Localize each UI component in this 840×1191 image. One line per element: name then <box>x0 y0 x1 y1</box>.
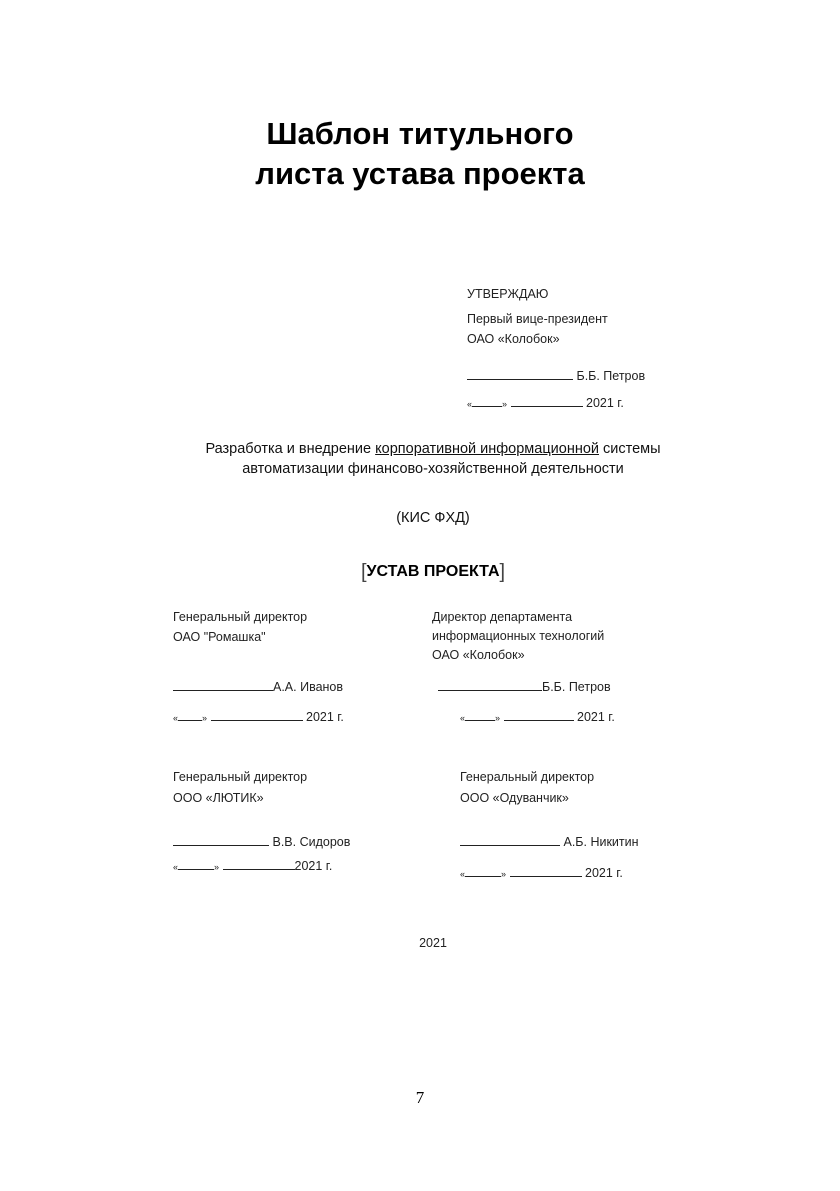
approval-year: 2021 г. <box>586 396 624 410</box>
project-title-prefix: Разработка и внедрение <box>205 441 376 457</box>
signatory-4-org: ООО «Одуванчик» <box>460 791 569 805</box>
quote-open: « <box>460 869 466 879</box>
signatory-3-name: В.В. Сидоров <box>272 835 351 849</box>
signatory-2-signature-row <box>438 678 611 694</box>
project-title-line-2: автоматизации финансово-хозяйственной деятельности <box>242 461 624 477</box>
day-line <box>178 708 202 721</box>
project-title-line-1 <box>0 441 840 457</box>
page-number: 7 <box>415 1088 425 1107</box>
signatory-4-signature-row <box>460 833 639 849</box>
quote-open: « <box>173 713 179 723</box>
document-year: 2021 <box>419 936 447 950</box>
bracket-open: [ <box>360 561 367 583</box>
quote-close: » <box>502 399 508 409</box>
page-title-line-2: листа устава проекта <box>255 156 585 191</box>
approval-date-row <box>467 394 624 410</box>
page-title-line-1: Шаблон титульного <box>266 116 574 151</box>
day-line <box>465 708 495 721</box>
signatory-1-name: А.А. Иванов <box>273 680 344 694</box>
signatory-3-signature-row <box>173 833 350 849</box>
signatory-1-signature-row <box>173 678 343 694</box>
month-line <box>211 708 303 721</box>
project-abbreviation: (КИС ФХД) <box>396 510 470 526</box>
document-type <box>0 559 840 582</box>
quote-close: » <box>495 713 501 723</box>
project-title-underlined: корпоративной информационной <box>375 441 599 457</box>
quote-close: » <box>214 862 220 872</box>
quote-close: » <box>501 869 507 879</box>
approval-position: Первый вице-президент <box>467 312 608 326</box>
approval-signature-row <box>467 367 645 383</box>
signatory-1-position: Генеральный директор <box>173 610 308 624</box>
approval-org: ОАО «Колобок» <box>467 332 560 346</box>
signatory-4-year: 2021 г. <box>585 866 623 880</box>
signatory-2-date-row <box>460 708 615 724</box>
quote-close: » <box>202 713 208 723</box>
signatory-3-position: Генеральный директор <box>173 770 308 784</box>
signatory-2-position: Директор департамента <box>432 610 573 624</box>
month-line <box>511 394 583 407</box>
signatory-2-name: Б.Б. Петров <box>542 680 611 694</box>
signatory-2-position-2: информационных технологий <box>432 629 605 643</box>
signature-line <box>467 367 573 380</box>
signatory-3-year: 2021 г. <box>294 859 333 873</box>
day-line <box>472 394 502 407</box>
signatory-1-date-row <box>173 708 344 724</box>
signatory-1-org: ОАО "Ромашка" <box>173 630 266 644</box>
signatory-4-date-row <box>460 864 623 880</box>
signature-line <box>438 678 542 691</box>
quote-open: « <box>173 862 179 872</box>
signatory-3-org: ООО «ЛЮТИК» <box>173 791 264 805</box>
signatory-2-year: 2021 г. <box>577 710 615 724</box>
signatory-1-year: 2021 г. <box>306 710 344 724</box>
signature-line <box>460 833 560 846</box>
day-line <box>465 864 501 877</box>
signatory-4-position: Генеральный директор <box>460 770 595 784</box>
project-title-suffix: системы <box>599 441 661 457</box>
month-line <box>504 708 574 721</box>
signatory-4-name: А.Б. Никитин <box>563 835 639 849</box>
signature-line <box>173 833 269 846</box>
document-type-label: УСТАВ ПРОЕКТА <box>366 563 500 580</box>
month-line <box>223 857 295 870</box>
bracket-close: ] <box>499 561 506 583</box>
day-line <box>178 857 214 870</box>
month-line <box>510 864 582 877</box>
signature-line <box>173 678 273 691</box>
quote-open: « <box>460 713 466 723</box>
signatory-2-org: ОАО «Колобок» <box>432 648 525 662</box>
signatory-3-date-row <box>173 857 332 873</box>
approval-label: УТВЕРЖДАЮ <box>467 287 549 301</box>
approval-name: Б.Б. Петров <box>576 369 646 383</box>
quote-open: « <box>467 399 473 409</box>
